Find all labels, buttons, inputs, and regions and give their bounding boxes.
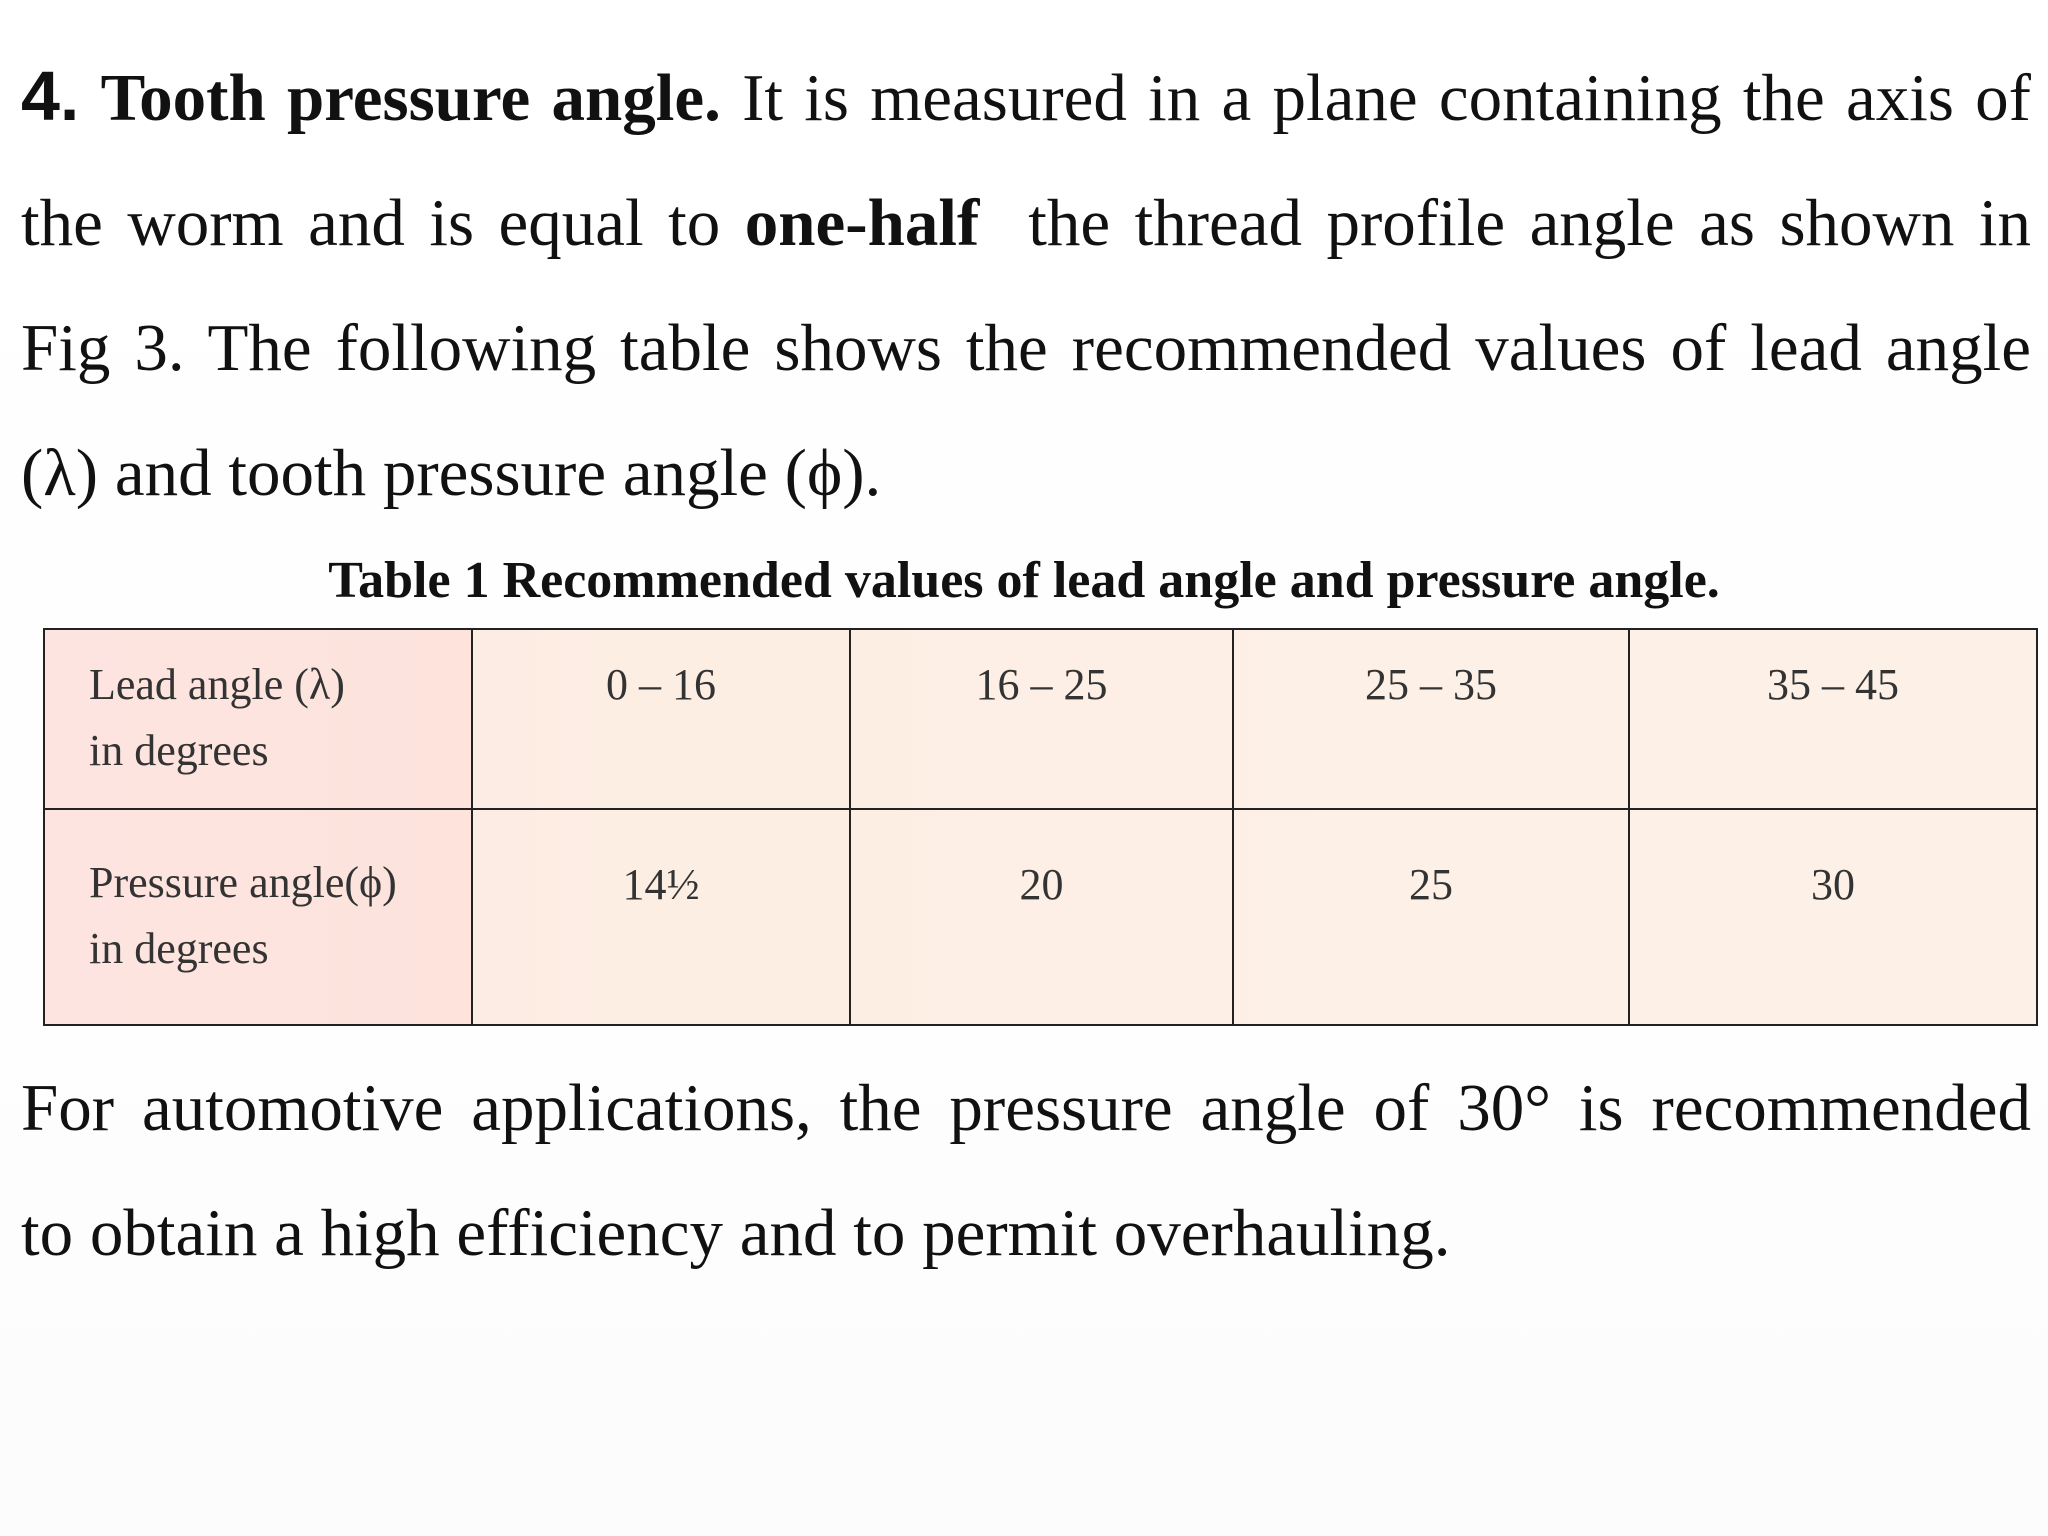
table-cell: 14½ xyxy=(472,809,850,1025)
intro-line-1-text: It is measured in a plane containing the axis of xyxy=(742,61,2031,135)
intro-line-2 xyxy=(21,161,2031,286)
section-heading: Tooth pressure angle. xyxy=(100,61,721,135)
intro-line-4: (λ) and tooth pressure angle (ϕ). xyxy=(21,436,882,510)
table-row xyxy=(44,809,2037,1025)
row-header-pressure-angle xyxy=(44,809,472,1025)
table-cell: 0 – 16 xyxy=(472,629,850,809)
table-cell: 25 xyxy=(1233,809,1629,1025)
conclusion-line-2: to obtain a high efficiency and to permit overhauling. xyxy=(21,1196,1451,1270)
intro-line-2-post: the thread profile angle as shown in xyxy=(1028,186,2032,260)
intro-paragraph xyxy=(21,34,2031,536)
conclusion-line-1: For automotive applications, the pressure angle of 30° is recommended xyxy=(21,1071,2031,1145)
conclusion-paragraph xyxy=(21,1046,2031,1296)
row-header-line: Lead angle (λ) xyxy=(89,660,345,709)
intro-line-1 xyxy=(21,34,2031,161)
row-header-lead-angle xyxy=(44,629,472,809)
table-cell: 35 – 45 xyxy=(1629,629,2037,809)
intro-line-3: Fig 3. The following table shows the recommended values of lead angle xyxy=(21,311,2031,385)
table-cell: 16 – 25 xyxy=(850,629,1233,809)
table-row xyxy=(44,629,2037,809)
section-number: 4. xyxy=(21,57,80,135)
row-header-unit: in degrees xyxy=(89,726,269,775)
table-cell: 20 xyxy=(850,809,1233,1025)
intro-line-2-pre: the worm and is equal to xyxy=(21,186,721,260)
table-caption xyxy=(0,546,2048,616)
table-cell: 30 xyxy=(1629,809,2037,1025)
lead-pressure-angle-table xyxy=(43,628,2038,1026)
table-caption-text: Table 1 Recommended values of lead angle and pressure angle. xyxy=(328,552,1720,609)
row-header-unit: in degrees xyxy=(89,924,269,973)
table-cell: 25 – 35 xyxy=(1233,629,1629,809)
row-header-line: Pressure angle(ϕ) xyxy=(89,858,397,907)
emphasis-one-half: one-half xyxy=(744,186,980,260)
